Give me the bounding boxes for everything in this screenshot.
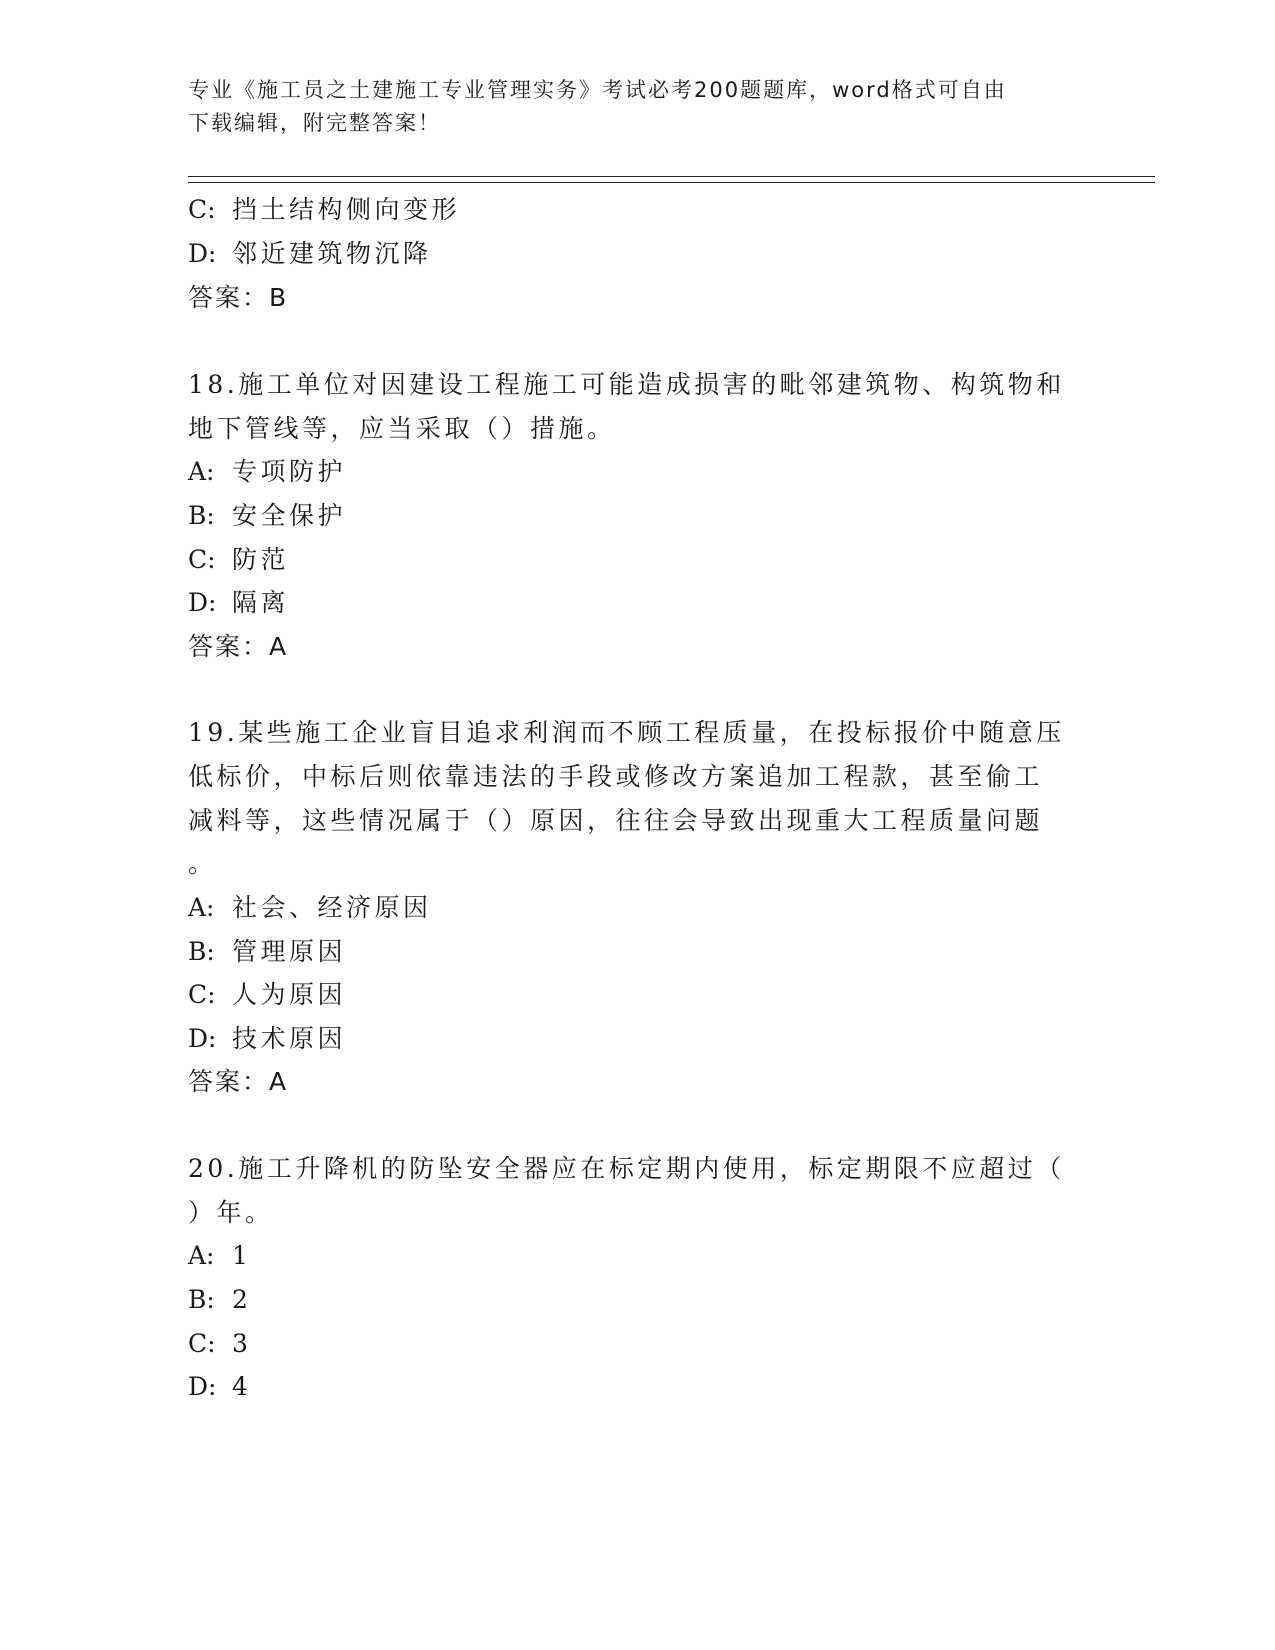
option-letter: A: [188, 893, 215, 922]
header-divider-top [188, 176, 1155, 177]
option-text: 管理原因 [232, 937, 347, 966]
option-text: 社会、经济原因 [232, 893, 432, 922]
question-stem-line: 。 [188, 849, 217, 878]
option-b [188, 1284, 1088, 1316]
option-text: 邻近建筑物沉降 [232, 239, 432, 268]
header-divider-bottom [188, 182, 1155, 183]
option-b [188, 936, 1088, 968]
option-a [188, 456, 1088, 488]
option-d [188, 587, 1088, 619]
option-letter: A: [188, 1241, 215, 1270]
option-letter: C: [188, 1329, 216, 1358]
option-text: 专项防护 [232, 457, 347, 486]
option-text: 4 [232, 1372, 252, 1401]
option-text: 防范 [232, 545, 290, 574]
option-c [188, 194, 1088, 226]
option-text: 1 [232, 1241, 252, 1270]
question-stem-line: ）年。 [188, 1198, 274, 1227]
answer-line: 答案：A [188, 632, 289, 661]
question-stem-line: 减料等，这些情况属于（）原因，往往会导致出现重大工程质量问题 [188, 806, 1044, 835]
option-letter: B: [188, 937, 215, 966]
option-c [188, 1328, 1088, 1360]
option-d [188, 1371, 1088, 1403]
option-letter: D: [188, 588, 217, 617]
answer-line: 答案：B [188, 283, 289, 312]
option-letter: C: [188, 195, 216, 224]
option-a [188, 1240, 1088, 1272]
option-d [188, 238, 1088, 270]
option-text: 3 [232, 1329, 252, 1358]
question-stem-line: 地下管线等，应当采取（）措施。 [188, 414, 616, 443]
option-a [188, 892, 1088, 924]
question-stem-line: 18.施工单位对因建设工程施工可能造成损害的毗邻建筑物、构筑物和 [188, 370, 1065, 399]
question-stem-line: 19.某些施工企业盲目追求利润而不顾工程质量，在投标报价中随意压 [188, 718, 1065, 747]
option-letter: D: [188, 1372, 217, 1401]
document-header [188, 74, 1068, 140]
option-letter: D: [188, 239, 217, 268]
option-letter: B: [188, 1285, 215, 1314]
answer-line: 答案：A [188, 1067, 289, 1096]
header-line-1: 专业《施工员之土建施工专业管理实务》考试必考200题题库，word格式可自由 [188, 78, 1007, 102]
option-text: 人为原因 [232, 980, 347, 1009]
option-text: 2 [232, 1285, 252, 1314]
option-text: 隔离 [232, 588, 290, 617]
option-c [188, 544, 1088, 576]
question-stem-line: 低标价，中标后则依靠违法的手段或修改方案追加工程款，甚至偷工 [188, 762, 1044, 791]
option-c [188, 979, 1088, 1011]
option-b [188, 500, 1088, 532]
option-letter: C: [188, 545, 216, 574]
option-letter: D: [188, 1024, 217, 1053]
option-letter: B: [188, 501, 215, 530]
option-letter: A: [188, 457, 215, 486]
header-line-2: 下载编辑，附完整答案！ [188, 111, 441, 135]
option-d [188, 1023, 1088, 1055]
option-text: 挡土结构侧向变形 [232, 195, 461, 224]
option-text: 安全保护 [232, 501, 347, 530]
question-stem-line: 20.施工升降机的防坠安全器应在标定期内使用，标定期限不应超过（ [188, 1154, 1065, 1183]
option-text: 技术原因 [232, 1024, 347, 1053]
option-letter: C: [188, 980, 216, 1009]
